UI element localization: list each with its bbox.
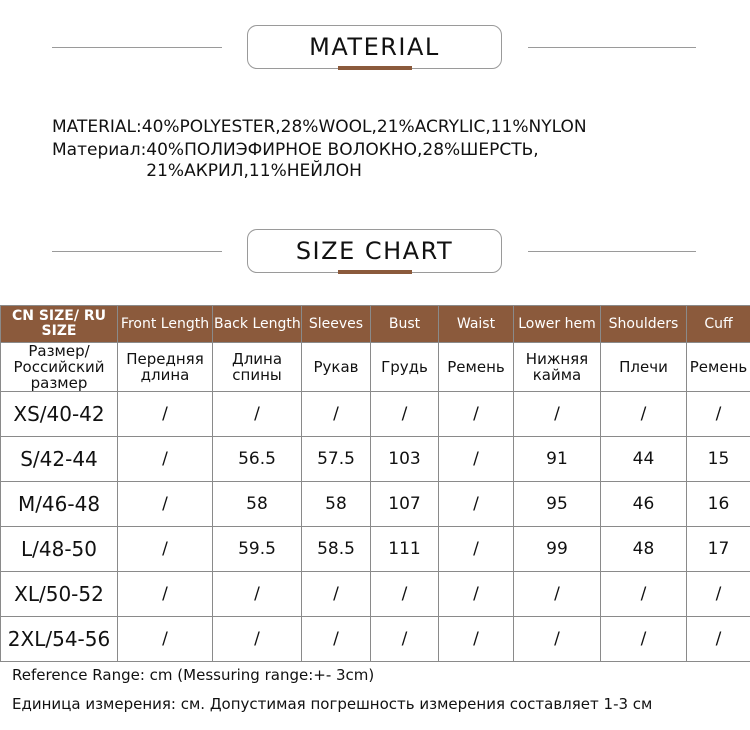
- table-cell: /: [118, 392, 213, 437]
- table-cell: /: [439, 572, 514, 617]
- column-header-en: Cuff: [687, 306, 750, 343]
- material-composition: [52, 117, 587, 182]
- table-cell: 48: [601, 527, 687, 572]
- column-header-en: Sleeves: [302, 306, 371, 343]
- material-value-ru: 40%ПОЛИЭФИРНОЕ ВОЛОКНО,28%ШЕРСТЬ, 21%АКРИЛ,11%НЕЙЛОН: [146, 140, 539, 181]
- table-row: [1, 617, 750, 662]
- material-section-header: [0, 25, 750, 71]
- column-header-en: Waist: [439, 306, 514, 343]
- title-accent-bar: [338, 270, 412, 274]
- column-header-ru: Длина спины: [213, 343, 302, 392]
- table-cell: /: [439, 392, 514, 437]
- table-cell: 95: [514, 482, 601, 527]
- measurement-note-en: Reference Range: cm (Messuring range:+- 3cm): [12, 666, 375, 684]
- material-row-en: [52, 117, 587, 138]
- table-cell: /: [302, 617, 371, 662]
- column-header-ru: Плечи: [601, 343, 687, 392]
- divider-line: [528, 47, 696, 48]
- column-header-en: Lower hem: [514, 306, 601, 343]
- table-row: [1, 482, 750, 527]
- table-cell: 57.5: [302, 437, 371, 482]
- table-cell: 46: [601, 482, 687, 527]
- table-cell: 103: [371, 437, 439, 482]
- measurement-note-ru: Единица измерения: см. Допустимая погрешность измерения составляет 1-3 см: [12, 695, 653, 713]
- divider-line: [52, 47, 222, 48]
- column-header-en: Bust: [371, 306, 439, 343]
- column-header-ru: Ремень: [439, 343, 514, 392]
- material-title: MATERIAL: [247, 25, 502, 69]
- table-cell: /: [371, 392, 439, 437]
- table-cell: /: [213, 617, 302, 662]
- size-chart-section-header: [0, 229, 750, 275]
- table-cell: /: [118, 527, 213, 572]
- table-cell: 58: [302, 482, 371, 527]
- divider-line: [528, 251, 696, 252]
- material-row-ru: [52, 140, 587, 182]
- size-cell: L/48-50: [1, 527, 118, 572]
- table-cell: 59.5: [213, 527, 302, 572]
- column-header-ru: Нижняя кайма: [514, 343, 601, 392]
- table-cell: 17: [687, 527, 750, 572]
- size-cell: XL/50-52: [1, 572, 118, 617]
- column-header-ru: Рукав: [302, 343, 371, 392]
- column-header-en: CN SIZE/ RU SIZE: [1, 306, 118, 343]
- table-cell: 58.5: [302, 527, 371, 572]
- table-row: [1, 572, 750, 617]
- table-cell: /: [118, 437, 213, 482]
- table-cell: /: [687, 617, 750, 662]
- table-cell: 44: [601, 437, 687, 482]
- table-cell: /: [371, 617, 439, 662]
- table-cell: /: [213, 572, 302, 617]
- material-value-en: 40%POLYESTER,28%WOOL,21%ACRYLIC,11%NYLON: [141, 117, 587, 137]
- table-cell: /: [439, 482, 514, 527]
- column-header-ru: Грудь: [371, 343, 439, 392]
- table-cell: /: [302, 572, 371, 617]
- table-cell: /: [439, 527, 514, 572]
- table-cell: /: [601, 572, 687, 617]
- table-cell: 91: [514, 437, 601, 482]
- size-cell: S/42-44: [1, 437, 118, 482]
- table-cell: 56.5: [213, 437, 302, 482]
- column-header-ru: Передняя длина: [118, 343, 213, 392]
- table-cell: /: [439, 437, 514, 482]
- table-row: [1, 437, 750, 482]
- column-header-ru: Ремень: [687, 343, 750, 392]
- table-cell: 58: [213, 482, 302, 527]
- table-cell: /: [371, 572, 439, 617]
- material-label-ru: Материал:: [52, 140, 147, 160]
- size-cell: M/46-48: [1, 482, 118, 527]
- column-header-en: Front Length: [118, 306, 213, 343]
- table-cell: /: [687, 392, 750, 437]
- table-cell: /: [601, 617, 687, 662]
- material-label-en: MATERIAL:: [52, 117, 142, 137]
- table-row: [1, 527, 750, 572]
- table-cell: /: [302, 392, 371, 437]
- title-accent-bar: [338, 66, 412, 70]
- size-chart-table: [0, 305, 750, 662]
- table-cell: /: [439, 617, 514, 662]
- size-cell: XS/40-42: [1, 392, 118, 437]
- table-cell: 16: [687, 482, 750, 527]
- table-cell: /: [118, 482, 213, 527]
- divider-line: [52, 251, 222, 252]
- table-cell: /: [118, 572, 213, 617]
- column-header-en: Shoulders: [601, 306, 687, 343]
- table-cell: 107: [371, 482, 439, 527]
- column-header-en: Back Length: [213, 306, 302, 343]
- table-cell: /: [687, 572, 750, 617]
- table-cell: 15: [687, 437, 750, 482]
- table-cell: 111: [371, 527, 439, 572]
- size-cell: 2XL/54-56: [1, 617, 118, 662]
- column-header-ru: Размер/ Российский размер: [1, 343, 118, 392]
- header-row-en: [1, 306, 750, 343]
- table-cell: /: [514, 392, 601, 437]
- table-cell: /: [118, 617, 213, 662]
- table-cell: /: [213, 392, 302, 437]
- table-cell: /: [514, 572, 601, 617]
- header-row-ru: [1, 343, 750, 392]
- table-cell: /: [514, 617, 601, 662]
- table-row: [1, 392, 750, 437]
- size-chart-title: SIZE CHART: [247, 229, 502, 273]
- table-cell: 99: [514, 527, 601, 572]
- table-cell: /: [601, 392, 687, 437]
